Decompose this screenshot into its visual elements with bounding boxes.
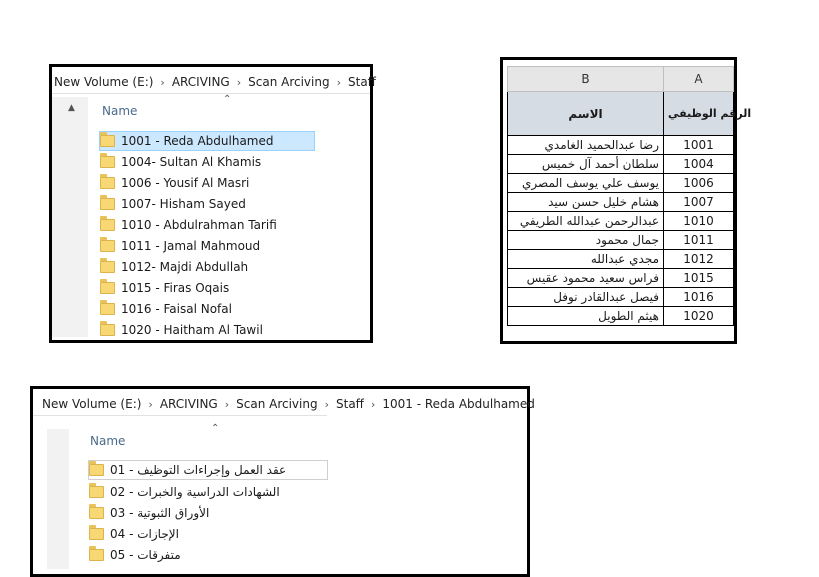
chevron-right-icon: › <box>336 76 341 89</box>
breadcrumb[interactable] <box>54 71 376 93</box>
folder-icon <box>100 198 115 210</box>
folder-label: 1020 - Haitham Al Tawil <box>121 323 263 337</box>
folder-label: 1015 - Firas Oqais <box>121 281 230 295</box>
id-cell[interactable]: 1010 <box>664 212 734 231</box>
folder-label: 1012- Majdi Abdullah <box>121 260 249 274</box>
folder-item[interactable] <box>100 257 248 277</box>
breadcrumb[interactable] <box>42 393 535 415</box>
folder-label: 01 - عقد العمل وإجراءات التوظيف <box>110 463 287 477</box>
folder-label: 1007- Hisham Sayed <box>121 197 246 211</box>
id-cell[interactable]: 1006 <box>664 174 734 193</box>
table-row <box>508 212 734 231</box>
folder-item[interactable] <box>100 152 261 172</box>
column-letter-b[interactable]: B <box>508 67 664 92</box>
name-cell[interactable]: جمال محمود <box>508 231 664 250</box>
folder-label: 1011 - Jamal Mahmoud <box>121 239 261 253</box>
employee-table <box>507 66 752 326</box>
folder-icon <box>100 324 115 336</box>
name-cell[interactable]: هيثم الطويل <box>508 307 664 326</box>
breadcrumb-item[interactable]: New Volume (E:) <box>42 397 142 411</box>
table-row <box>508 174 734 193</box>
sort-ascending-icon: ⌃ <box>223 94 232 105</box>
id-cell[interactable]: 1001 <box>664 136 734 155</box>
name-column-header[interactable]: Name <box>90 434 126 448</box>
id-cell[interactable]: 1004 <box>664 155 734 174</box>
folder-item[interactable] <box>89 545 181 565</box>
folder-item[interactable] <box>100 236 260 256</box>
scrollbar[interactable] <box>52 97 88 337</box>
name-cell[interactable]: مجدي عبدالله <box>508 250 664 269</box>
table-row <box>508 307 734 326</box>
folder-icon <box>100 219 115 231</box>
breadcrumb-item[interactable]: ARCIVING <box>171 75 230 89</box>
folder-label: 1010 - Abdulrahman Tarifi <box>121 218 277 232</box>
folder-label: 03 - الأوراق الثبوتية <box>110 506 210 520</box>
id-cell[interactable]: 1015 <box>664 269 734 288</box>
id-cell[interactable]: 1011 <box>664 231 734 250</box>
folder-icon <box>100 156 115 168</box>
divider <box>33 415 327 416</box>
breadcrumb-item[interactable]: Staff <box>348 75 376 89</box>
folder-item[interactable] <box>100 173 249 193</box>
breadcrumb-item[interactable]: ARCIVING <box>159 397 218 411</box>
chevron-right-icon: › <box>160 76 165 89</box>
column-letter-a[interactable]: A <box>664 67 734 92</box>
folder-item[interactable] <box>99 131 315 151</box>
table-row <box>508 155 734 174</box>
folder-item[interactable] <box>100 194 246 214</box>
folder-icon <box>100 177 115 189</box>
folder-icon <box>100 261 115 273</box>
folder-item[interactable] <box>89 482 280 502</box>
name-cell[interactable]: رضا عبدالحميد الغامدي <box>508 136 664 155</box>
table-row <box>508 250 734 269</box>
folder-icon <box>100 282 115 294</box>
folder-label: 02 - الشهادات الدراسية والخبرات <box>110 485 280 499</box>
name-cell[interactable]: فراس سعيد محمود عقيس <box>508 269 664 288</box>
folder-item[interactable] <box>89 503 209 523</box>
id-cell[interactable]: 1007 <box>664 193 734 212</box>
employee-subfolders-window <box>30 386 535 577</box>
folder-label: 1001 - Reda Abdulhamed <box>121 134 274 148</box>
folder-label: 05 - متفرقات <box>110 548 181 562</box>
name-cell[interactable]: عبدالرحمن عبدالله الطريفي <box>508 212 664 231</box>
scroll-up-icon[interactable]: ▲ <box>68 103 75 113</box>
folder-icon <box>89 549 104 561</box>
name-cell[interactable]: هشام خليل حسن سيد <box>508 193 664 212</box>
id-header-cell[interactable]: الرقم الوظيفي <box>664 92 734 136</box>
chevron-right-icon: › <box>148 398 153 411</box>
folder-label: 1004- Sultan Al Khamis <box>121 155 262 169</box>
folder-label: 1006 - Yousif Al Masri <box>121 176 250 190</box>
folder-icon <box>100 135 115 147</box>
folder-item[interactable] <box>88 460 328 480</box>
name-cell[interactable]: سلطان أحمد آل خميس <box>508 155 664 174</box>
folder-item[interactable] <box>100 299 232 319</box>
divider <box>52 93 370 94</box>
chevron-right-icon: › <box>236 76 242 89</box>
chevron-right-icon: › <box>370 398 376 411</box>
breadcrumb-item[interactable]: New Volume (E:) <box>54 75 154 89</box>
id-cell[interactable]: 1020 <box>664 307 734 326</box>
staff-folder-window <box>49 64 376 343</box>
name-cell[interactable]: فيصل عبدالقادر نوفل <box>508 288 664 307</box>
breadcrumb-item[interactable]: Scan Arciving <box>248 75 330 89</box>
sort-ascending-icon: ⌃ <box>211 423 220 434</box>
table-row <box>508 269 734 288</box>
id-cell[interactable]: 1016 <box>664 288 734 307</box>
breadcrumb-item[interactable]: Scan Arciving <box>236 397 318 411</box>
breadcrumb-item[interactable]: Staff <box>336 397 364 411</box>
employee-spreadsheet <box>500 57 752 344</box>
folder-item[interactable] <box>100 320 263 340</box>
scrollbar[interactable] <box>47 429 69 569</box>
table-row <box>508 231 734 250</box>
id-cell[interactable]: 1012 <box>664 250 734 269</box>
folder-icon <box>89 464 104 476</box>
folder-icon <box>89 528 104 540</box>
folder-icon <box>89 507 104 519</box>
name-cell[interactable]: يوسف علي يوسف المصري <box>508 174 664 193</box>
table-row <box>508 288 734 307</box>
folder-label: 04 - الإجازات <box>110 527 179 541</box>
chevron-right-icon: › <box>224 398 230 411</box>
table-row <box>508 193 734 212</box>
table-row <box>508 136 734 155</box>
folder-item[interactable] <box>100 278 229 298</box>
folder-icon <box>100 303 115 315</box>
folder-label: 1016 - Faisal Nofal <box>121 302 232 316</box>
folder-item[interactable] <box>89 524 179 544</box>
folder-icon <box>100 240 115 252</box>
folder-icon <box>89 486 104 498</box>
breadcrumb-item[interactable]: 1001 - Reda Abdulhamed <box>382 397 535 411</box>
name-column-header[interactable]: Name <box>102 104 138 118</box>
folder-item[interactable] <box>100 215 277 235</box>
chevron-right-icon: › <box>324 398 329 411</box>
name-header-cell[interactable]: الاسم <box>508 92 664 136</box>
